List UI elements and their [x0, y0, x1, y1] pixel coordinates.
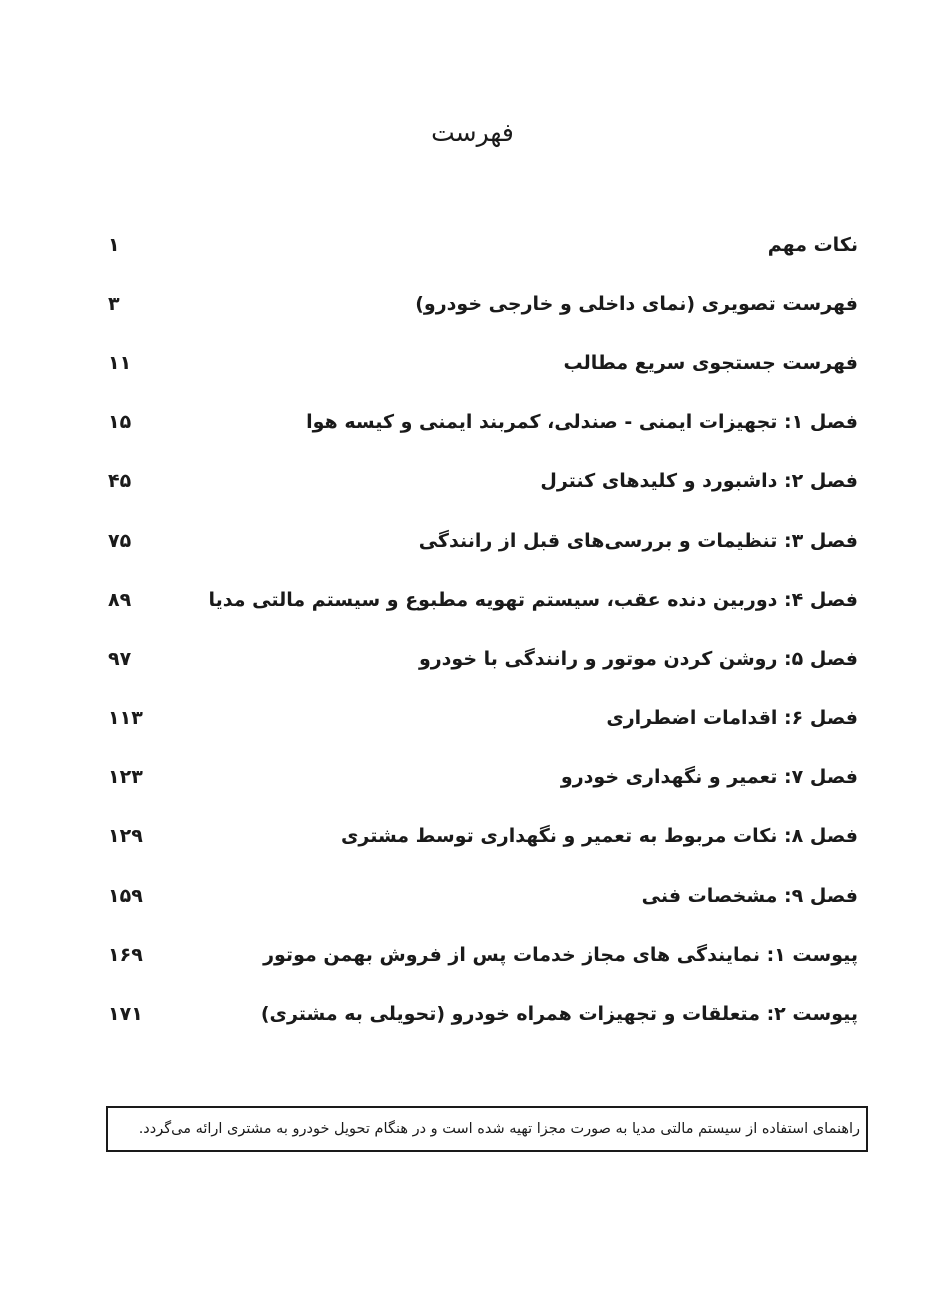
- toc-entry-chapter-1: [108, 393, 858, 452]
- toc-entry-page-number: ۳: [108, 292, 120, 315]
- toc-entry-title: فصل ۴: دوربین دنده عقب، سیستم تهویه مطبوع و سیستم مالتی مدیا: [208, 588, 858, 611]
- toc-entry-chapter-2: [108, 452, 858, 511]
- toc-entry-chapter-3: [108, 511, 858, 570]
- toc-entry-title: فصل ۱: تجهیزات ایمنی - صندلی، کمربند ایمنی و کیسه هوا: [306, 411, 858, 434]
- toc-entry-visual-index: [108, 274, 858, 333]
- toc-entry-page-number: ۱۱۳: [108, 707, 143, 730]
- toc-entry-page-number: ۱: [108, 233, 120, 256]
- toc-entry-page-number: ۴۵: [108, 470, 132, 493]
- toc-entry-appendix-1: [108, 925, 858, 984]
- toc-entry-title: فصل ۶: اقدامات اضطراری: [606, 707, 858, 730]
- table-of-contents: [108, 215, 858, 1044]
- toc-entry-title: فهرست جستجوی سریع مطالب: [563, 351, 858, 374]
- toc-entry-page-number: ۹۷: [108, 647, 132, 670]
- toc-entry-title: پیوست ۲: متعلقات و تجهیزات همراه خودرو (تحویلی به مشتری): [260, 1003, 858, 1026]
- multimedia-note-text: راهنمای استفاده از سیستم مالتی مدیا به صورت مجزا تهیه شده است و در هنگام تحویل خودرو به مشتری ارائه می‌گردد.: [138, 1121, 860, 1137]
- toc-entry-page-number: ۱۶۹: [108, 943, 143, 966]
- toc-entry-title: فصل ۵: روشن کردن موتور و رانندگی با خودرو: [418, 647, 858, 670]
- toc-entry-page-number: ۱۲۹: [108, 825, 143, 848]
- toc-entry-chapter-5: [108, 629, 858, 688]
- toc-entry-title: فهرست تصویری (نمای داخلی و خارجی خودرو): [415, 292, 858, 315]
- toc-entry-chapter-9: [108, 866, 858, 925]
- toc-entry-title: فصل ۳: تنظیمات و بررسی‌های قبل از رانندگی: [418, 529, 858, 552]
- toc-entry-page-number: ۸۹: [108, 588, 132, 611]
- toc-entry-chapter-7: [108, 748, 858, 807]
- toc-entry-important-notes: [108, 215, 858, 274]
- toc-entry-page-number: ۱۱: [108, 351, 132, 374]
- toc-entry-page-number: ۱۲۳: [108, 766, 143, 789]
- page-title: فهرست: [431, 118, 514, 147]
- toc-entry-title: فصل ۹: مشخصات فنی: [641, 884, 858, 907]
- toc-entry-page-number: ۷۵: [108, 529, 132, 552]
- toc-entry-chapter-6: [108, 689, 858, 748]
- toc-entry-quick-search: [108, 333, 858, 392]
- toc-entry-chapter-8: [108, 807, 858, 866]
- toc-entry-title: فصل ۸: نکات مربوط به تعمیر و نگهداری توسط مشتری: [340, 825, 858, 848]
- toc-entry-page-number: ۱۵۹: [108, 884, 143, 907]
- toc-entry-title: فصل ۷: تعمیر و نگهداری خودرو: [560, 766, 858, 789]
- toc-entry-appendix-2: [108, 984, 858, 1043]
- toc-entry-title: پیوست ۱: نمایندگی های مجاز خدمات پس از فروش بهمن موتور: [263, 943, 858, 966]
- toc-entry-title: فصل ۲: داشبورد و کلیدهای کنترل: [540, 470, 858, 493]
- toc-entry-chapter-4: [108, 570, 858, 629]
- multimedia-note-box: [106, 1106, 868, 1152]
- toc-entry-title: نکات مهم: [767, 233, 858, 256]
- toc-entry-page-number: ۱۵: [108, 411, 132, 434]
- toc-entry-page-number: ۱۷۱: [108, 1003, 143, 1026]
